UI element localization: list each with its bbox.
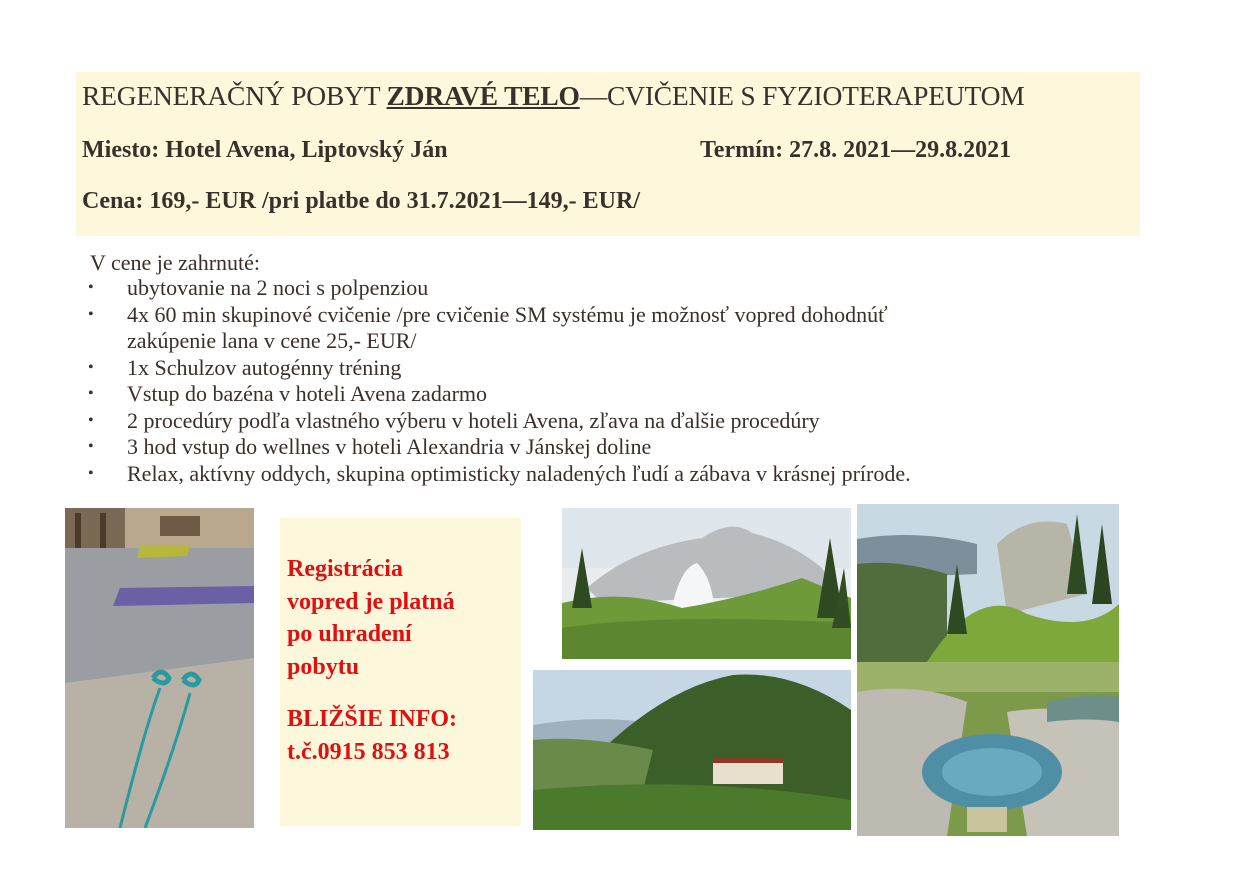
bullet-icon: • (88, 305, 94, 323)
bullet-icon: • (88, 411, 94, 429)
registration-line: Registrácia (287, 556, 403, 582)
included-heading: V cene je zahrnuté: (90, 250, 261, 275)
bullet-icon: • (88, 464, 94, 482)
list-item-continuation: zakúpenie lana v cene 25,- EUR/ (127, 328, 417, 353)
list-item (86, 355, 911, 382)
page-title (82, 80, 1025, 112)
list-item-text: 1x Schulzov autogénny tréning (127, 354, 402, 380)
list-item (86, 275, 911, 302)
list-item-text: 4x 60 min skupinové cvičenie /pre cvičenie SM systému je možnosť vopred dohodnúť (127, 301, 888, 327)
bullet-icon: • (88, 279, 94, 296)
title-suffix: —CVIČENIE S FYZIOTERAPEUTOM (579, 80, 1025, 111)
bullet-icon: • (88, 358, 94, 376)
title-emphasis: ZDRAVÉ TELO (386, 80, 580, 111)
registration-line: po uhradení (287, 621, 412, 647)
list-item (86, 381, 911, 408)
list-item (86, 302, 911, 355)
list-item (86, 434, 911, 461)
list-item-text: Relax, aktívny oddych, skupina optimisticky naladených ľudí a zábava v krásnej prírode. (127, 460, 911, 486)
list-item (86, 408, 911, 435)
list-item-text: 3 hod vstup do wellnes v hoteli Alexandria v Jánskej doline (127, 434, 652, 459)
cliff-meadow-photo (857, 504, 1119, 662)
list-item-text: ubytovanie na 2 noci s polpenziou (127, 275, 429, 300)
included-list (86, 275, 911, 487)
place-text: Miesto: Hotel Avena, Liptovský Ján (82, 137, 448, 163)
info-label: BLIŽŠIE INFO: (287, 706, 458, 732)
bullet-icon: • (88, 385, 94, 402)
list-item (86, 461, 911, 488)
term-text: Termín: 27.8. 2021—29.8.2021 (700, 137, 1012, 163)
rock-arch-photo (562, 508, 851, 659)
price-text: Cena: 169,- EUR /pri platbe do 31.7.2021—149,- EUR/ (82, 188, 641, 214)
registration-note (287, 553, 455, 683)
title-prefix: REGENERAČNÝ POBYT (82, 80, 387, 111)
registration-line: pobytu (287, 653, 360, 680)
valley-photo (533, 670, 851, 830)
list-item-text: Vstup do bazéna v hoteli Avena zadarmo (127, 381, 488, 406)
registration-line: vopred je platná (287, 588, 455, 615)
contact-info (287, 703, 457, 768)
gym-photo (65, 508, 254, 828)
phone-number: t.č.0915 853 813 (287, 738, 450, 765)
list-item-text: 2 procedúry podľa vlastného výberu v hoteli Avena, zľava na ďalšie procedúry (127, 407, 820, 433)
bullet-icon: • (88, 438, 94, 455)
thermal-pool-photo (857, 662, 1119, 836)
